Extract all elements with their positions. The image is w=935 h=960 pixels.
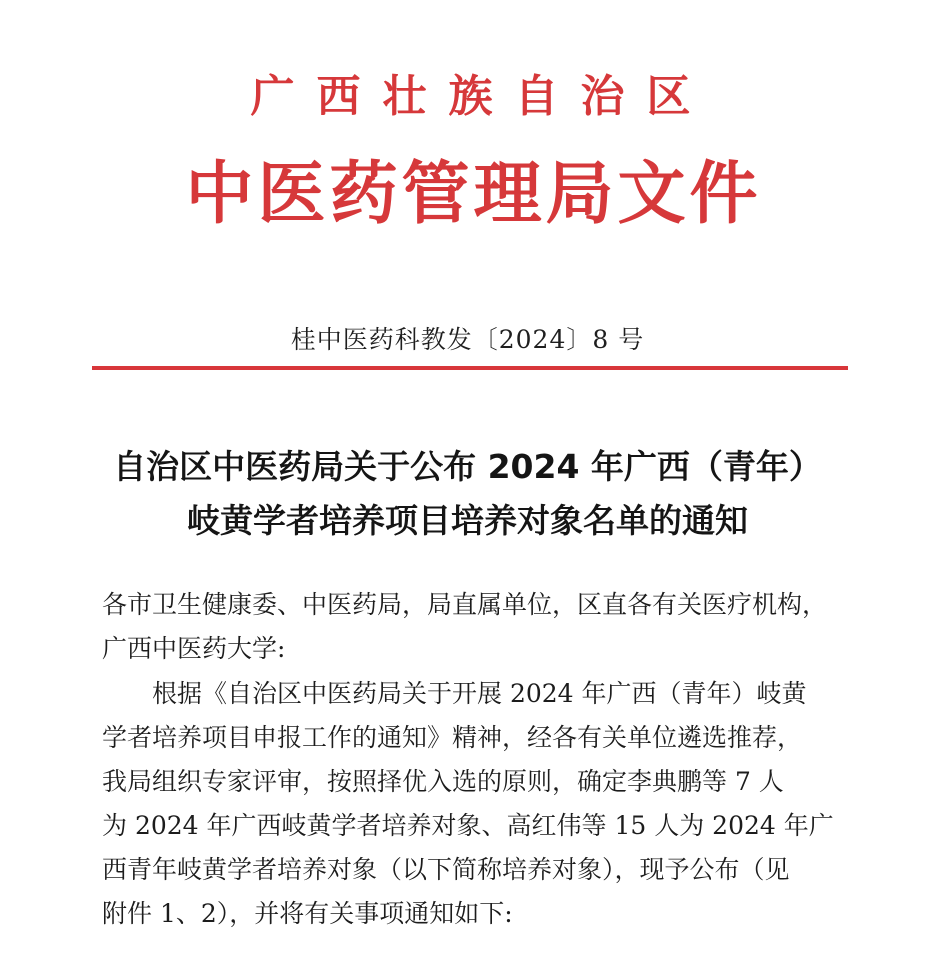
paragraph-line-1: 根据《自治区中医药局关于开展 2024 年广西（青年）岐黄: [152, 679, 807, 708]
paragraph-line-4: 为 2024 年广西岐黄学者培养对象、高红伟等 15 人为 2024 年广: [102, 811, 834, 840]
document-number: 桂中医药科教发〔2024〕8 号: [290, 325, 645, 354]
paragraph-line-6: 附件 1、2），并将有关事项通知如下:: [102, 899, 513, 928]
issuer-line-1: 广西壮族自治区: [250, 71, 713, 122]
paragraph-line-5: 西青年岐黄学者培养对象（以下简称培养对象），现予公布（见: [102, 855, 790, 884]
document-title: [40, 440, 895, 548]
recipients-line-1: 各市卫生健康委、中医药局，局直属单位，区直各有关医疗机构，: [102, 590, 828, 619]
body-paragraph: [102, 672, 842, 936]
title-line-1: 自治区中医药局关于公布 2024 年广西（青年）: [113, 447, 822, 486]
paragraph-line-3: 我局组织专家评审，按照择优入选的原则，确定李典鹏等 7 人: [102, 767, 784, 796]
issuer-line-2: 中医药管理局文件: [185, 155, 762, 234]
paragraph-line-2: 学者培养项目申报工作的通知》精神，经各有关单位遴选推荐，: [102, 723, 803, 752]
recipients-line-2: 广西中医药大学:: [102, 634, 286, 663]
title-line-2: 岐黄学者培养项目培养对象名单的通知: [187, 501, 748, 540]
recipients-block: [102, 583, 842, 671]
red-divider-line: [92, 366, 848, 370]
